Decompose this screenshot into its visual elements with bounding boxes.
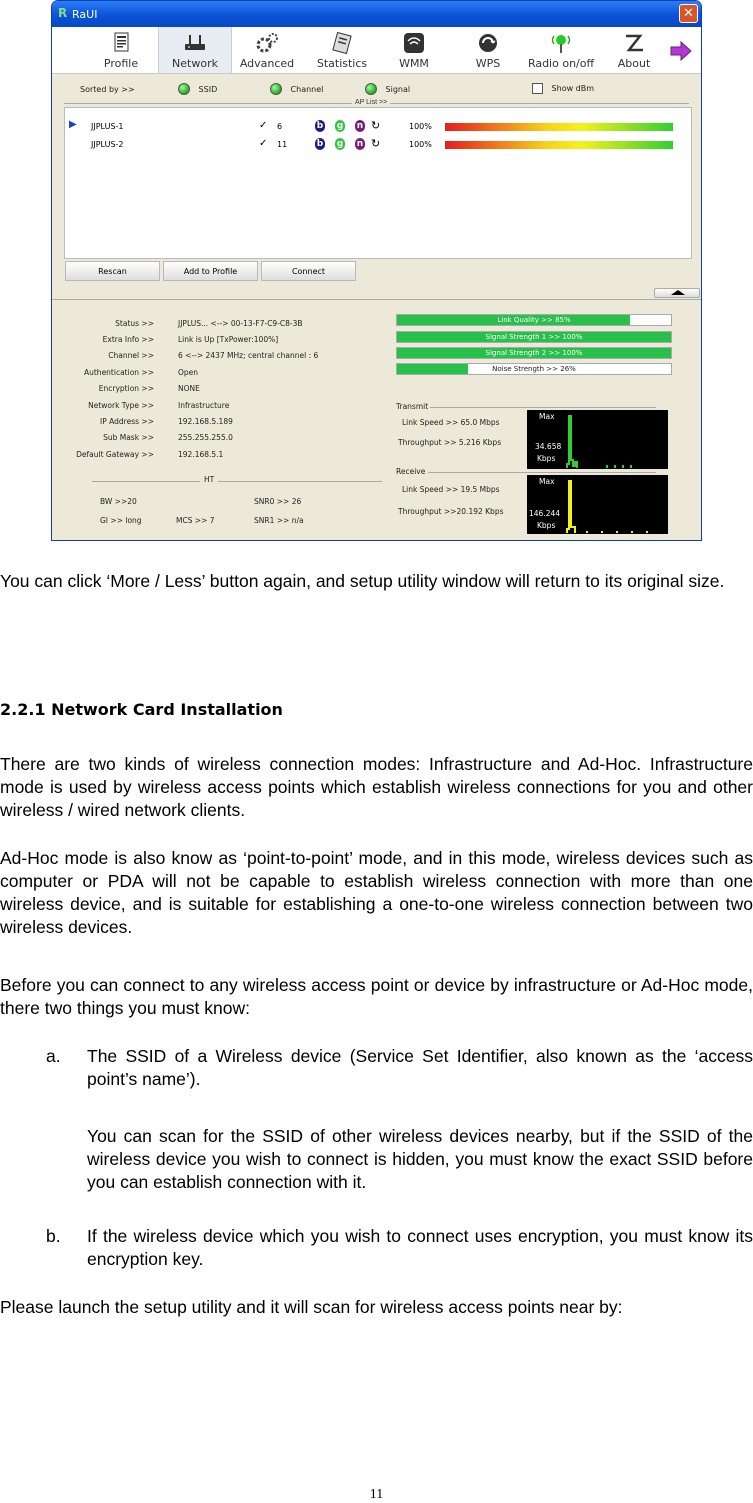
toolbar-label: Network <box>172 57 218 70</box>
more-less-button[interactable] <box>654 288 700 298</box>
ap-signal: 100% <box>409 122 432 131</box>
extra-info-value: Link is Up [TxPower:100%] <box>178 335 279 344</box>
snr0-value: SNR0 >> 26 <box>254 497 302 506</box>
transmit-title: Transmit <box>396 402 429 411</box>
page-number: 11 <box>369 1487 384 1502</box>
transmit-graph <box>527 410 668 469</box>
sub-mask-label: Sub Mask >> <box>103 433 154 442</box>
ap-list-label: AP List >> <box>352 99 390 106</box>
tx-throughput: Throughput >> 5.216 Kbps <box>398 438 502 447</box>
toolbar-network[interactable] <box>158 27 232 73</box>
status-label: Status >> <box>115 319 154 328</box>
rx-peak-value: 146.244 <box>529 509 561 518</box>
tx-unit: Kbps <box>537 454 556 463</box>
toolbar-label: Advanced <box>239 57 295 70</box>
channel-label: Channel >> <box>108 351 154 360</box>
meter-text: Link Quality >> 85% <box>497 316 571 324</box>
show-dbm-checkbox[interactable] <box>532 83 594 94</box>
sort-bar <box>52 75 701 97</box>
ap-list[interactable] <box>64 107 692 259</box>
extra-info-label: Extra Info >> <box>102 335 154 344</box>
rx-unit: Kbps <box>537 521 556 530</box>
wps-badge-icon: ↻ <box>371 137 381 150</box>
radio-icon <box>270 83 282 95</box>
meter-text: Signal Strength 1 >> 100% <box>485 333 583 341</box>
paragraph-launch: Please launch the setup utility and it will scan for wireless access points near by: <box>0 1297 623 1317</box>
radio-icon <box>178 83 190 95</box>
raui-logo-icon: R <box>58 6 68 20</box>
wps-badge-icon: ↻ <box>371 119 381 132</box>
paragraph-modes: There are two kinds of wireless connection modes: Infrastructure and Ad-Hoc. Infrastructure mode is used by wireless access points which establish wireless connections for you and other wireless / wired network clients. <box>0 754 753 820</box>
add-to-profile-button[interactable]: Add to Profile <box>163 261 258 281</box>
list-item-a-detail: You can scan for the SSID of other wireless devices nearby, but if the SSID of the wireless device you wish to connect is hidden, you must know the exact SSID before you can establish connection with it. <box>87 1126 753 1192</box>
more-arrow-button[interactable] <box>666 27 696 73</box>
toolbar-label: Radio on/off <box>527 57 595 70</box>
meter-text: Noise Strength >> 26% <box>492 365 576 373</box>
radio-icon <box>365 83 377 95</box>
section-heading: 2.2.1 Network Card Installation <box>0 700 283 719</box>
signal-bar <box>445 141 673 149</box>
link-quality-meter <box>396 314 672 326</box>
list-item-b: If the wireless device which you wish to connect uses encryption, you must know its encryption key. <box>87 1226 753 1269</box>
window-title: RaUI <box>72 8 98 21</box>
tx-link-speed: Link Speed >> 65.0 Mbps <box>402 418 500 427</box>
connected-icon: ✓ <box>259 120 268 131</box>
receive-rule <box>428 472 656 473</box>
ap-ssid: JJPLUS-2 <box>91 140 124 149</box>
network-type-value: Infrastructure <box>178 401 230 410</box>
sort-ssid-radio[interactable] <box>178 83 217 95</box>
toolbar-label: WMM <box>399 57 429 70</box>
toolbar-about[interactable] <box>610 27 658 73</box>
network-type-label: Network Type >> <box>88 401 154 410</box>
default-gateway-value: 192.168.5.1 <box>178 450 224 459</box>
rx-link-speed: Link Speed >> 19.5 Mbps <box>402 485 500 494</box>
bw-value: BW >>20 <box>100 497 137 506</box>
channel-value: 6 <--> 2437 MHz; central channel : 6 <box>178 351 319 360</box>
gi-value: GI >> long <box>100 516 142 525</box>
profile-icon <box>108 31 134 55</box>
toolbar-label: Profile <box>103 57 139 70</box>
authentication-label: Authentication >> <box>83 368 154 377</box>
signal-bar <box>445 123 673 131</box>
encryption-value: NONE <box>178 384 200 393</box>
mcs-value: MCS >> 7 <box>176 516 215 525</box>
rx-throughput: Throughput >>20.192 Kbps <box>398 507 504 516</box>
toolbar-advanced[interactable] <box>234 27 300 73</box>
list-marker-b: b. <box>46 1226 61 1246</box>
meter-text: Signal Strength 2 >> 100% <box>485 349 583 357</box>
ip-address-label: IP Address >> <box>100 417 154 426</box>
section-divider <box>52 299 701 300</box>
ap-row[interactable] <box>65 120 691 134</box>
paragraph-before-connect: Before you can connect to any wireless access point or device by infrastructure or Ad-Hoc mode, there two things you must know: <box>0 975 753 1018</box>
transmit-rule <box>430 407 656 408</box>
sort-channel-radio[interactable] <box>270 83 323 95</box>
ap-row[interactable] <box>65 138 691 152</box>
ht-title: HT <box>200 475 218 484</box>
list-item-a: The SSID of a Wireless device (Service Set Identifier, also known as the ‘access point’s name’). <box>87 1046 753 1089</box>
default-gateway-label: Default Gateway >> <box>76 450 154 459</box>
sorted-by-label: Sorted by >> <box>80 85 135 94</box>
encryption-label: Encryption >> <box>98 384 154 393</box>
tx-peak-value: 34.658 <box>535 442 562 451</box>
receive-graph <box>527 475 668 534</box>
sub-mask-value: 255.255.255.0 <box>178 433 233 442</box>
sort-signal-label: Signal <box>385 84 411 94</box>
network-icon <box>182 31 208 55</box>
snr1-value: SNR1 >> n/a <box>254 516 304 525</box>
mode-b-badge: b <box>316 121 324 131</box>
noise-strength-meter <box>396 363 672 375</box>
close-button[interactable]: ✕ <box>679 4 698 23</box>
ap-channel: 6 <box>277 122 283 131</box>
ap-ssid: JJPLUS-1 <box>91 122 124 131</box>
ap-signal: 100% <box>409 140 432 149</box>
selected-arrow-icon: ▶ <box>69 119 77 130</box>
sort-channel-label: Channel <box>290 84 324 94</box>
ip-address-value: 192.168.5.189 <box>178 417 233 426</box>
wmm-icon <box>401 31 427 55</box>
mode-g-badge: g <box>336 121 344 131</box>
tx-max-label: Max <box>539 412 555 421</box>
toolbar-label: About <box>617 57 651 70</box>
wps-icon <box>475 31 501 55</box>
ap-channel: 11 <box>277 140 288 149</box>
mode-b-badge: b <box>316 139 324 149</box>
rx-max-label: Max <box>539 477 555 486</box>
connected-icon: ✓ <box>259 138 268 149</box>
receive-title: Receive <box>396 467 426 476</box>
toolbar <box>52 27 701 74</box>
signal-strength-2-meter <box>396 347 672 359</box>
rescan-button[interactable]: Rescan <box>65 261 160 281</box>
toolbar-statistics[interactable] <box>306 27 378 73</box>
show-dbm-label: Show dBm <box>551 84 595 93</box>
mode-n-badge: n <box>356 121 364 131</box>
toolbar-label: WPS <box>475 57 501 70</box>
arrow-right-icon <box>668 39 694 63</box>
about-icon <box>621 31 647 55</box>
signal-strength-1-meter <box>396 331 672 343</box>
mode-g-badge: g <box>336 139 344 149</box>
toolbar-radio-onoff[interactable] <box>522 27 600 73</box>
paragraph-more-less: You can click ‘More / Less’ button again, and setup utility window will return to its original size. <box>0 571 725 591</box>
sort-signal-radio[interactable] <box>365 83 410 95</box>
sort-ssid-label: SSID <box>198 84 218 94</box>
tx-trace <box>527 410 668 469</box>
advanced-icon <box>254 31 280 55</box>
toolbar-wmm[interactable] <box>388 27 440 73</box>
ht-rule <box>92 481 382 482</box>
title-bar <box>52 1 701 27</box>
radio-icon <box>548 31 574 55</box>
rx-trace <box>527 475 668 534</box>
checkbox-icon <box>532 83 543 94</box>
list-marker-a: a. <box>46 1046 61 1066</box>
connect-button[interactable]: Connect <box>261 261 356 281</box>
toolbar-wps[interactable] <box>464 27 512 73</box>
paragraph-adhoc: Ad-Hoc mode is also know as ‘point-to-point’ mode, and in this mode, wireless devices such as computer or PDA will not be capable to establish wireless connection with more than one wireless device, and is suitable for establishing a one-to-one wireless connection between two wireless devices. <box>0 848 753 937</box>
authentication-value: Open <box>178 368 199 377</box>
status-value: JJPLUS... <--> 00-13-F7-C9-C8-3B <box>178 319 303 328</box>
statistics-icon <box>329 31 355 55</box>
toolbar-profile[interactable] <box>88 27 154 73</box>
mode-n-badge: n <box>356 139 364 149</box>
raui-window <box>51 0 702 541</box>
toolbar-label: Statistics <box>316 57 368 70</box>
